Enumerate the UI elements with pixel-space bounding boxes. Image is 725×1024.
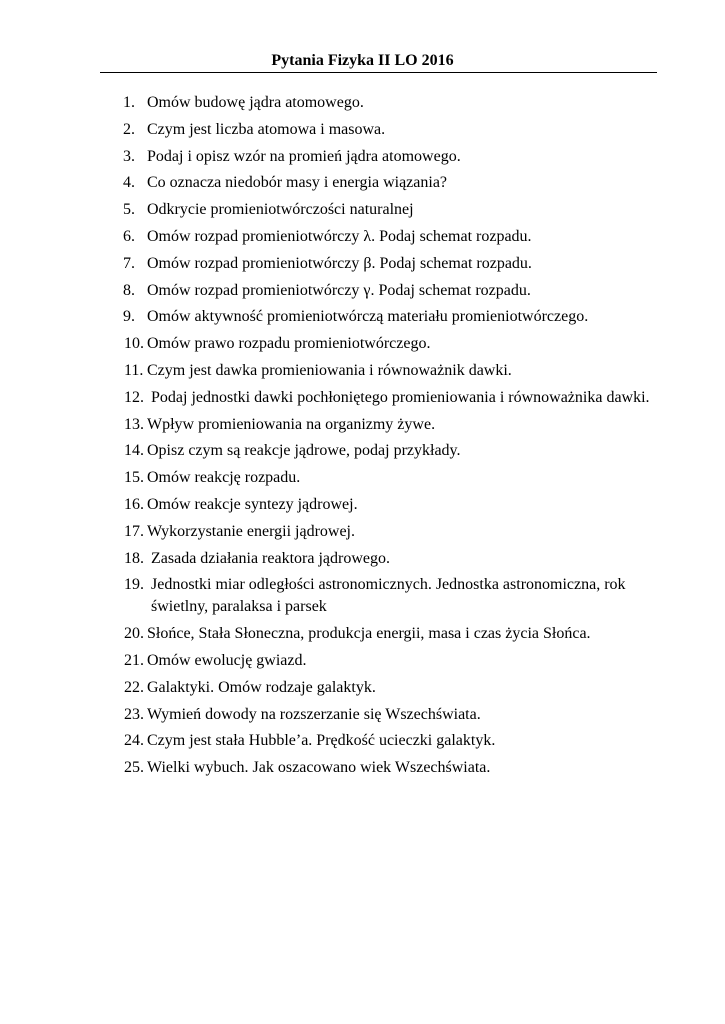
question-number: 3. xyxy=(123,147,135,165)
question-number: 14. xyxy=(124,442,144,460)
question-list xyxy=(0,92,725,784)
question-text: Galaktyki. Omów rodzaje galaktyk. xyxy=(147,678,376,696)
list-item xyxy=(0,467,725,489)
question-text: Czym jest dawka promieniowania i równoważnik dawki. xyxy=(147,361,512,379)
question-number: 6. xyxy=(123,227,135,245)
list-item xyxy=(0,414,725,436)
question-number: 4. xyxy=(123,174,135,192)
list-item xyxy=(0,757,725,779)
question-text: Czym jest stała Hubble’a. Prędkość ucieczki galaktyk. xyxy=(147,732,496,750)
question-text: Co oznacza niedobór masy i energia wiązania? xyxy=(147,174,448,192)
question-text: Wymień dowody na rozszerzanie się Wszechświata. xyxy=(147,705,481,723)
question-text: Omów rozpad promieniotwórczy γ. Podaj schemat rozpadu. xyxy=(147,281,531,299)
list-item xyxy=(0,280,725,302)
question-text: Omów reakcję rozpadu. xyxy=(147,469,301,487)
page-title: Pytania Fizyka II LO 2016 xyxy=(271,52,454,69)
list-item xyxy=(0,199,725,221)
list-item xyxy=(0,574,725,618)
list-item xyxy=(0,548,725,570)
question-number: 5. xyxy=(123,201,135,219)
question-text: Opisz czym są reakcje jądrowe, podaj przykłady. xyxy=(147,442,461,460)
question-number: 9. xyxy=(123,308,135,326)
question-text: Omów aktywność promieniotwórczą materiału promieniotwórczego. xyxy=(147,308,589,326)
question-text: Czym jest liczba atomowa i masowa. xyxy=(147,120,386,138)
question-number: 23. xyxy=(124,705,144,723)
list-item xyxy=(0,494,725,516)
question-number: 20. xyxy=(124,625,144,643)
question-text: Omów rozpad promieniotwórczy λ. Podaj schemat rozpadu. xyxy=(147,227,532,245)
question-number: 13. xyxy=(124,415,144,433)
list-item xyxy=(0,92,725,114)
question-number: 25. xyxy=(124,759,144,777)
question-text: Wpływ promieniowania na organizmy żywe. xyxy=(147,415,436,433)
list-item xyxy=(0,253,725,275)
question-number: 8. xyxy=(123,281,135,299)
question-text: Słońce, Stała Słoneczna, produkcja energii, masa i czas życia Słońca. xyxy=(147,625,591,643)
list-item xyxy=(0,333,725,355)
question-number: 19. xyxy=(124,576,144,594)
list-item xyxy=(0,226,725,248)
list-item xyxy=(0,440,725,462)
question-number: 16. xyxy=(124,495,144,513)
question-text: Zasada działania reaktora jądrowego. xyxy=(151,549,390,567)
list-item xyxy=(0,360,725,382)
list-item xyxy=(0,387,725,409)
question-text: Omów ewolucję gwiazd. xyxy=(147,651,307,669)
title-divider xyxy=(100,72,657,73)
question-number: 18. xyxy=(124,549,144,567)
question-text: Omów prawo rozpadu promieniotwórczego. xyxy=(147,335,431,353)
question-number: 24. xyxy=(124,732,144,750)
question-text: Podaj i opisz wzór na promień jądra atomowego. xyxy=(147,147,461,165)
list-item xyxy=(0,730,725,752)
question-number: 1. xyxy=(123,94,135,111)
list-item xyxy=(0,704,725,726)
question-number: 10. xyxy=(124,335,144,353)
question-text: Jednostki miar odległości astronomicznych. Jednostka astronomiczna, rok świetlny, paralaksa i parsek xyxy=(151,576,626,616)
question-number: 12. xyxy=(124,388,144,406)
question-number: 11. xyxy=(124,361,144,379)
list-item xyxy=(0,623,725,645)
question-text: Odkrycie promieniotwórczości naturalnej xyxy=(147,201,414,219)
question-text: Wykorzystanie energii jądrowej. xyxy=(147,522,355,540)
question-text: Podaj jednostki dawki pochłoniętego promieniowania i równoważnika dawki. xyxy=(151,388,650,406)
list-item xyxy=(0,172,725,194)
list-item xyxy=(0,650,725,672)
question-number: 7. xyxy=(123,254,135,272)
list-item xyxy=(0,521,725,543)
question-number: 21. xyxy=(124,651,144,669)
question-text: Omów budowę jądra atomowego. xyxy=(147,94,364,111)
list-item xyxy=(0,119,725,141)
question-text: Wielki wybuch. Jak oszacowano wiek Wszechświata. xyxy=(147,759,491,777)
question-number: 15. xyxy=(124,469,144,487)
list-item xyxy=(0,306,725,328)
question-text: Omów rozpad promieniotwórczy β. Podaj schemat rozpadu. xyxy=(147,254,532,272)
question-number: 17. xyxy=(124,522,144,540)
question-text: Omów reakcje syntezy jądrowej. xyxy=(147,495,358,513)
question-number: 2. xyxy=(123,120,135,138)
question-number: 22. xyxy=(124,678,144,696)
list-item xyxy=(0,146,725,168)
list-item xyxy=(0,677,725,699)
